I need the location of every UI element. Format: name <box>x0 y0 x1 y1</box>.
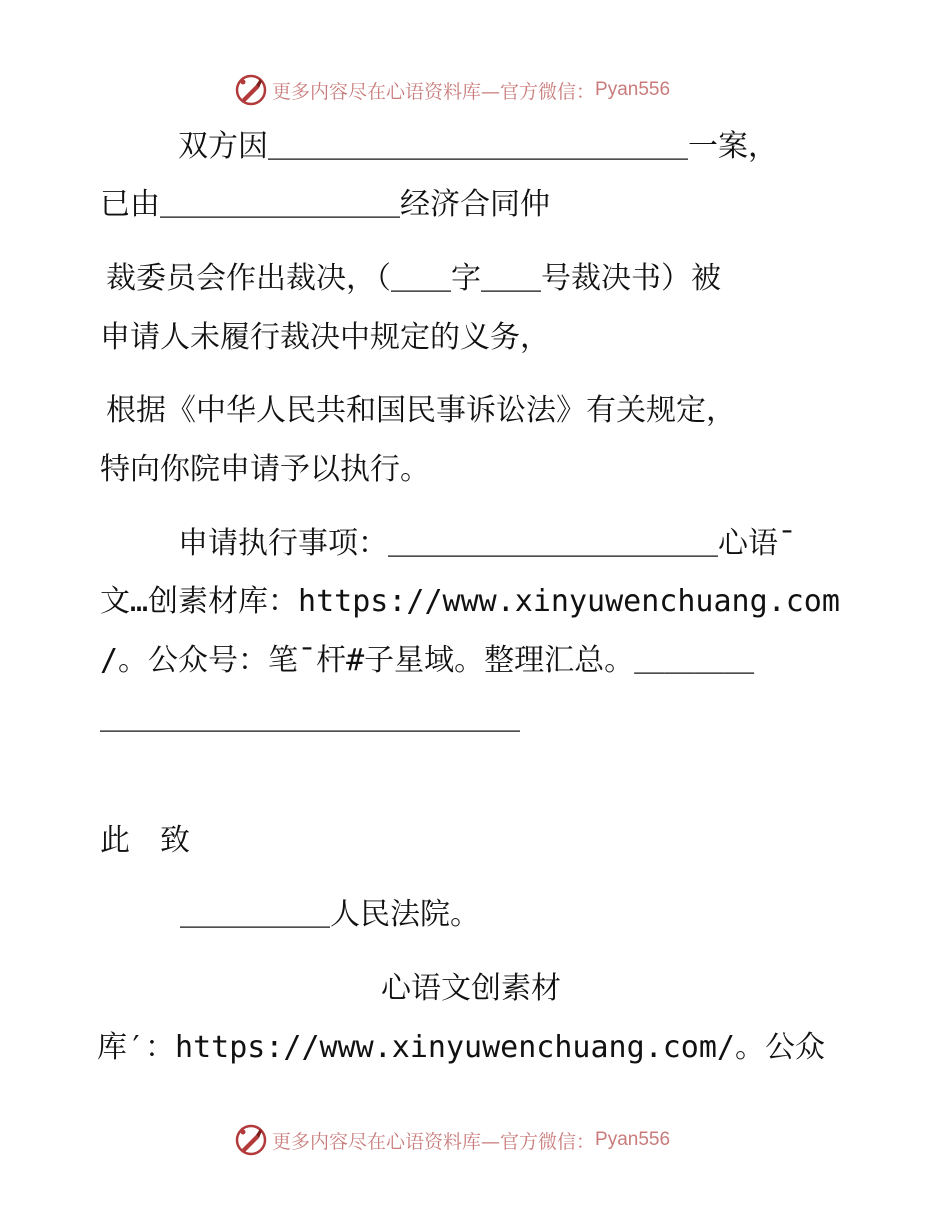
footer-banner-text: 更多内容尽在心语资料库—官方微信： <box>272 1130 596 1153</box>
body-line: /。公众号：笔¯杆#子星域。整理汇总。＿＿＿＿ <box>100 643 755 678</box>
body-line: 裁委员会作出裁决，（＿＿字＿＿号裁决书）被 <box>106 261 721 296</box>
body-line: 双方因＿＿＿＿＿＿＿＿＿＿＿＿＿＿一案， <box>178 129 778 164</box>
body-line: 申请人未履行裁决中规定的义务， <box>100 320 550 355</box>
body-line: ＿＿＿＿＿＿＿＿＿＿＿＿＿＿ <box>100 701 520 736</box>
court-addressee: ＿＿＿＿＿人民法院。 <box>180 897 480 932</box>
body-line: 文…创素材库：https://www.xinyuwenchuang.com <box>100 584 840 619</box>
footer-banner <box>234 1122 670 1158</box>
body-line: 已由＿＿＿＿＿＿＿＿经济合同仲 <box>100 187 550 222</box>
pen-logo-icon <box>234 1123 268 1157</box>
pen-logo-icon <box>234 73 268 107</box>
footer-banner-wechat-id: Pyan556 <box>595 1129 671 1150</box>
header-banner-wechat-id: Pyan556 <box>595 79 671 100</box>
body-line: 申请执行事项：＿＿＿＿＿＿＿＿＿＿＿心语¯ <box>178 526 797 561</box>
header-banner <box>234 72 670 108</box>
body-line: 库′：https://www.xinyuwenchuang.com/。公众 <box>97 1030 825 1065</box>
closing-salutation: 此 致 <box>100 823 190 858</box>
body-line: 特向你院申请予以执行。 <box>100 452 430 487</box>
body-line: 根据《中华人民共和国民事诉讼法》有关规定， <box>106 393 736 428</box>
header-banner-text: 更多内容尽在心语资料库—官方微信： <box>272 80 596 103</box>
body-line: 心语文创素材 <box>381 971 561 1006</box>
